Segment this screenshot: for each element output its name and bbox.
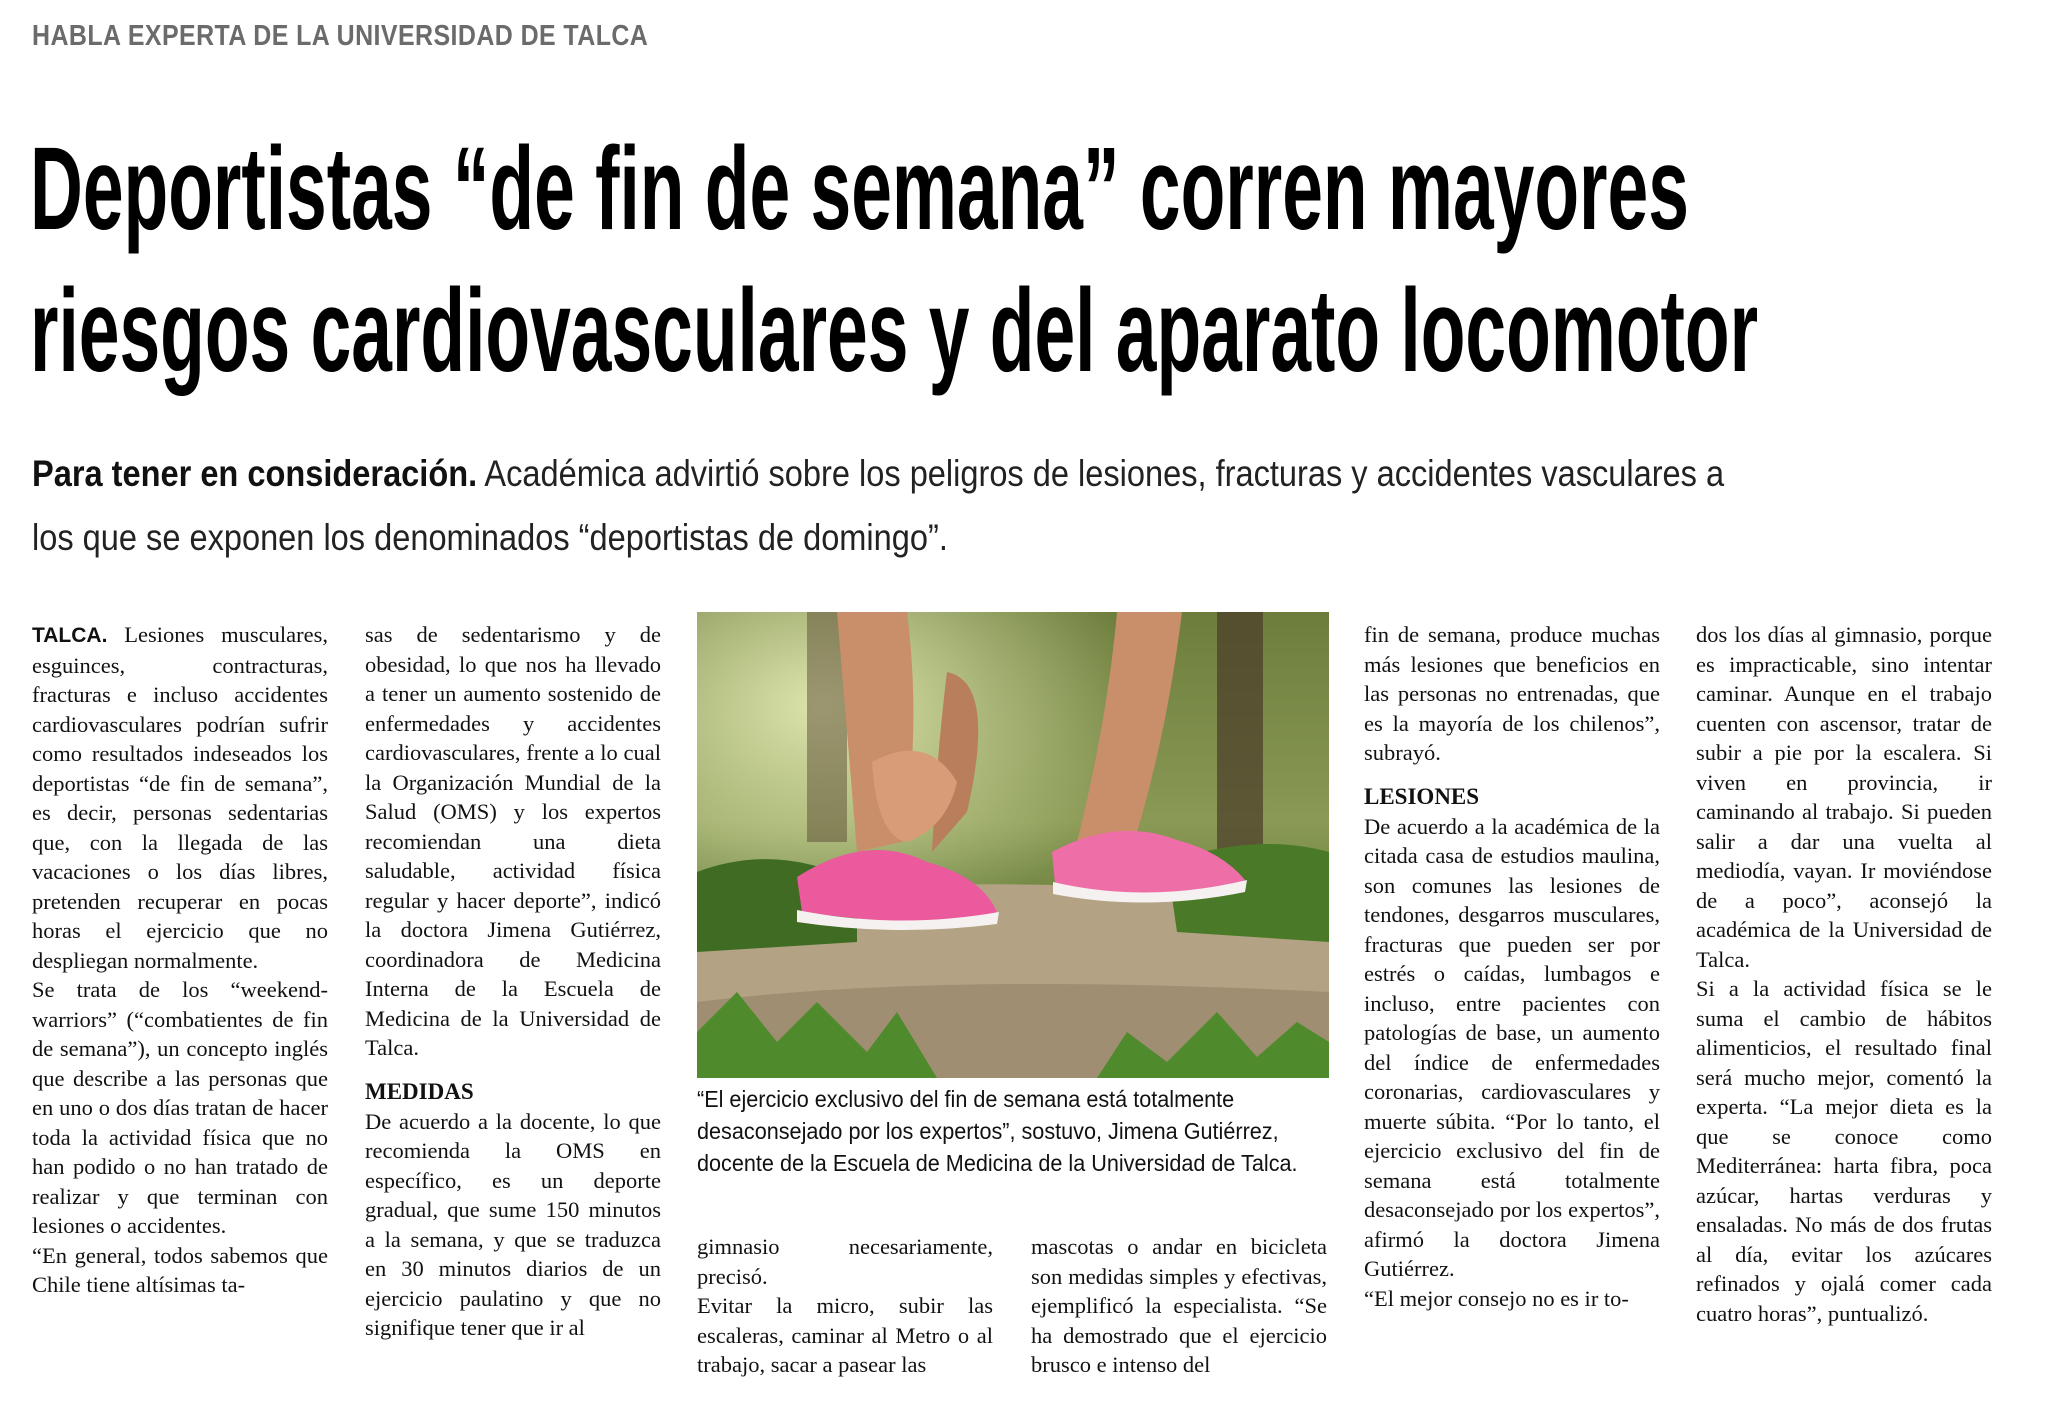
paragraph: fin de semana, produce muchas más lesiones que beneficios en las personas no entrenadas, que es la mayoría de los chilenos”, subrayó. [1364, 622, 1660, 765]
deck-text: Académica advirtió sobre los peligros de lesiones, fracturas y accidentes vasculares a los que se exponen los denominados “deportistas de domingo”. [32, 453, 1725, 558]
paragraph: Si a la actividad física se le suma el cambio de hábitos alimenticios, el resultado final será mucho mejor, comentó la experta. “La mejor dieta es la que se conoce como Mediterránea: harta fibra, poca azúcar, hartas verduras y ensaladas. No más de dos frutas al día, evitar los azúcares refinados y ojalá comer cada cuatro horas”, puntualizó. [1696, 976, 1992, 1326]
article-deck [32, 442, 1757, 570]
paragraph: dos los días al gimnasio, porque es impracticable, sino intentar caminar. Aunque en el trabajo cuenten con ascensor, tratar de subir a pie por la escalera. Si viven en provincia, ir caminando al trabajo. Si pueden salir a dar una vuelta al mediodía, vayan. Ir moviéndose de a poco”, aconsejó la académica de la Universidad de Talca. [1696, 622, 1992, 972]
body-column-6 [1696, 620, 1992, 1328]
subhead-medidas: MEDIDAS [365, 1078, 474, 1104]
paragraph-text: Lesiones musculares, esguinces, contracturas, fracturas e incluso accidentes cardiovasculares podrían sufrir como resultados indeseados los deportistas “de fin de semana”, es decir, personas sedentarias que, con la llegada de las vacaciones o los días libres, pretenden recuperar en pocas horas el ejercicio que no despliegan normalmente. [32, 622, 328, 973]
headline-line-1: Deportistas “de fin de semana” corren mayores [30, 123, 1689, 255]
body-column-1 [32, 620, 328, 1300]
body-column-2 [365, 620, 661, 1343]
paragraph: “En general, todos sabemos que Chile tiene altísimas ta- [32, 1242, 328, 1297]
dateline: TALCA. [32, 624, 108, 647]
paragraph: mascotas o andar en bicicleta son medidas simples y efectivas, ejemplificó la especialista. “Se ha demostrado que el ejercicio brusco e intenso del [1031, 1234, 1327, 1377]
body-column-5 [1364, 620, 1660, 1313]
body-column-3 [697, 1232, 993, 1380]
article-photo [697, 612, 1329, 1078]
photo-icon [697, 612, 1329, 1078]
section-kicker: HABLA EXPERTA DE LA UNIVERSIDAD DE TALCA [32, 20, 649, 52]
body-column-4 [1031, 1232, 1327, 1380]
article-headline [30, 118, 1759, 402]
headline-line-2: riesgos cardiovasculares y del aparato locomotor [30, 265, 1759, 397]
paragraph: sas de sedentarismo y de obesidad, lo que nos ha llevado a tener un aumento sostenido de enfermedades y accidentes cardiovasculares, frente a lo cual la Organización Mundial de la Salud (OMS) y los expertos recomiendan una dieta saludable, actividad física regular y hacer deporte”, indicó la doctora Jimena Gutiérrez, coordinadora de Medicina Interna de la Escuela de Medicina de la Universidad de Talca. [365, 622, 661, 1060]
paragraph [32, 620, 328, 975]
paragraph: Evitar la micro, subir las escaleras, caminar al Metro o al trabajo, sacar a pasear las [697, 1293, 993, 1377]
deck-lead: Para tener en consideración. [32, 453, 478, 494]
subhead-lesiones: LESIONES [1364, 783, 1480, 809]
paragraph: De acuerdo a la académica de la citada casa de estudios maulina, son comunes las lesiones de tendones, desgarros musculares, fracturas que pueden ser por estrés o caídas, lumbagos e incluso, entre pacientes con patologías de base, un aumento del índice de enfermedades coronarias, cardiovasculares y muerte súbita. “Por lo tanto, el ejercicio exclusivo del fin de semana está totalmente desaconsejado por los expertos”, afirmó la doctora Jimena Gutiérrez. [1364, 813, 1660, 1281]
paragraph: Se trata de los “weekend-warriors” (“combatientes de fin de semana”), un concepto inglés que describe a las personas que en uno o dos días tratan de hacer toda la actividad física que no han podido o no han tratado de realizar y que terminan con lesiones o accidentes. [32, 977, 328, 1238]
paragraph: “El mejor consejo no es ir to- [1364, 1285, 1629, 1311]
photo-caption: “El ejercicio exclusivo del fin de semana está totalmente desaconsejado por los expertos”, sostuvo, Jimena Gutiérrez, docente de la Escuela de Medicina de la Universidad de Talca. [697, 1086, 1298, 1176]
paragraph: De acuerdo a la docente, lo que recomienda la OMS en específico, es un deporte gradual, que sume 150 minutos a la semana, y que se traduzca en 30 minutos diarios de un ejercicio paulatino y que no signifique tener que ir al [365, 1108, 661, 1340]
paragraph: gimnasio necesariamente, precisó. [697, 1234, 993, 1289]
